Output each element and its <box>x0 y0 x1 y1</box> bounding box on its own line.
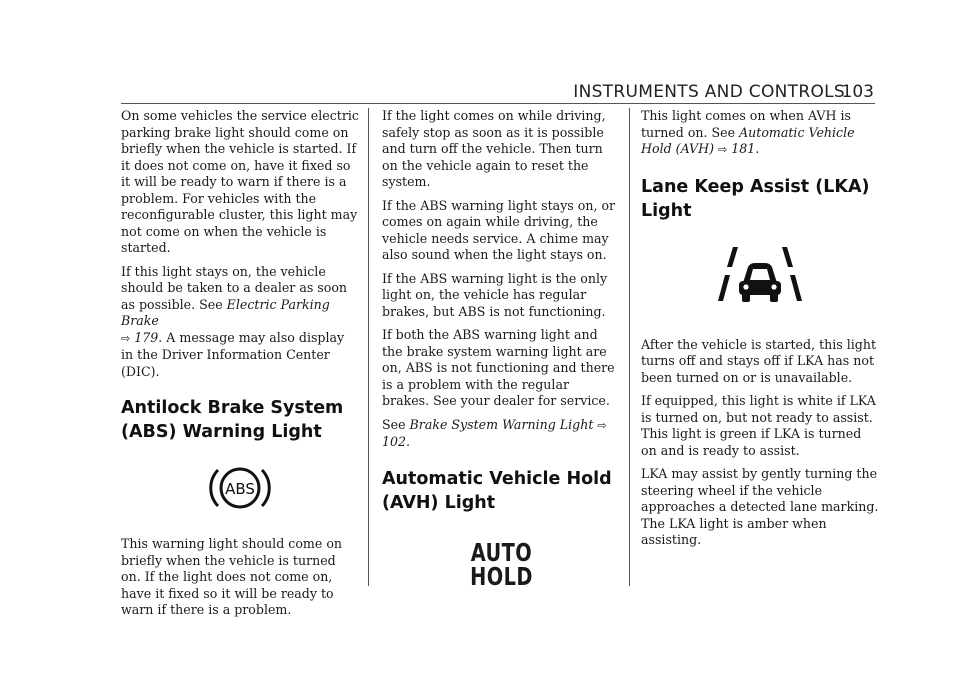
page-arrow-icon: ⇨ <box>121 331 131 345</box>
auto-hold-icon <box>382 537 620 591</box>
abs-icon <box>205 458 275 518</box>
section-heading-lka: Lane Keep Assist (LKA) Light <box>641 176 870 221</box>
abs-warning-icon <box>121 458 359 518</box>
cross-reference-link[interactable]: Automatic Vehicle Hold (AVH) <box>641 124 855 156</box>
section-heading-avh: Automatic Vehicle Hold (AVH) Light <box>382 468 612 513</box>
page-arrow-icon: ⇨ <box>718 143 728 156</box>
page-number: 103 <box>841 82 874 102</box>
abs-icon-label: ABS <box>225 480 255 498</box>
paragraph: See Brake System Warning Light ⇨ 102. <box>382 416 607 449</box>
paragraph: This warning light should come on briefly when the vehicle is turned on. If the light does not come on, have it fixed so it will be ready to warn if there is a problem. <box>121 536 343 617</box>
column-3 <box>641 108 879 556</box>
paragraph: LKA may assist by gently turning the steering wheel if the vehicle approaches a detected lane marking. The LKA light is amber when assisting. <box>641 466 879 547</box>
paragraph: On some vehicles the service electric parking brake light should come on briefly when the vehicle is started. If it does not come on, have it fixed so it will be ready to warn if there is a problem. For vehicles with the reconfigurable cluster, this light may not come on when the vehicle is started. <box>121 108 359 255</box>
paragraph: If equipped, this light is white if LKA is turned on, but not ready to assist. This light is green if LKA is turned on and is ready to assist. <box>641 393 876 458</box>
section-heading-abs: Antilock Brake System (ABS) Warning Light <box>121 398 344 442</box>
header-rule <box>121 103 875 104</box>
column-divider <box>629 108 630 586</box>
cross-reference-link[interactable]: Brake System Warning Light <box>409 416 594 432</box>
column-2 <box>382 108 620 607</box>
lane-keep-car-icon <box>705 243 815 311</box>
paragraph: This light comes on when AVH is turned on. See Automatic Vehicle Hold (AVH) ⇨ 181. <box>641 108 855 156</box>
cross-reference-link[interactable]: Electric Parking Brake <box>121 296 330 328</box>
section-title: INSTRUMENTS AND CONTROLS <box>573 82 845 102</box>
page-reference[interactable]: 181 <box>731 141 756 156</box>
paragraph: If the light comes on while driving, safely stop as soon as it is possible and turn off the vehicle. Then turn on the vehicle again to reset the system. <box>382 108 606 189</box>
paragraph: If this light stays on, the vehicle should be taken to a dealer as soon as possible. See Electric Parking Brake ⇨ 179. A message may also display in the Driver Information Center (DIC). <box>121 263 348 379</box>
paragraph: After the vehicle is started, this light turns off and stays off if LKA has not been turned on or is unavailable. <box>641 336 877 385</box>
page-arrow-icon: ⇨ <box>597 418 607 432</box>
column-1 <box>121 108 359 626</box>
column-divider <box>368 108 369 586</box>
paragraph: If the ABS warning light stays on, or comes on again while driving, the vehicle needs service. A chime may also sound when the light stays on. <box>382 197 616 262</box>
paragraph: If both the ABS warning light and the brake system warning light are on, ABS is not functioning and there is a problem with the regular brakes. See your dealer for service. <box>382 327 615 408</box>
paragraph: If the ABS warning light is the only light on, the vehicle has regular brakes, but ABS is not functioning. <box>382 270 608 319</box>
page-reference[interactable]: 179 <box>134 329 159 345</box>
page-reference[interactable]: 102 <box>382 434 407 449</box>
auto-hold-label: AUTO HOLD <box>469 537 533 591</box>
lka-icon <box>641 243 879 311</box>
